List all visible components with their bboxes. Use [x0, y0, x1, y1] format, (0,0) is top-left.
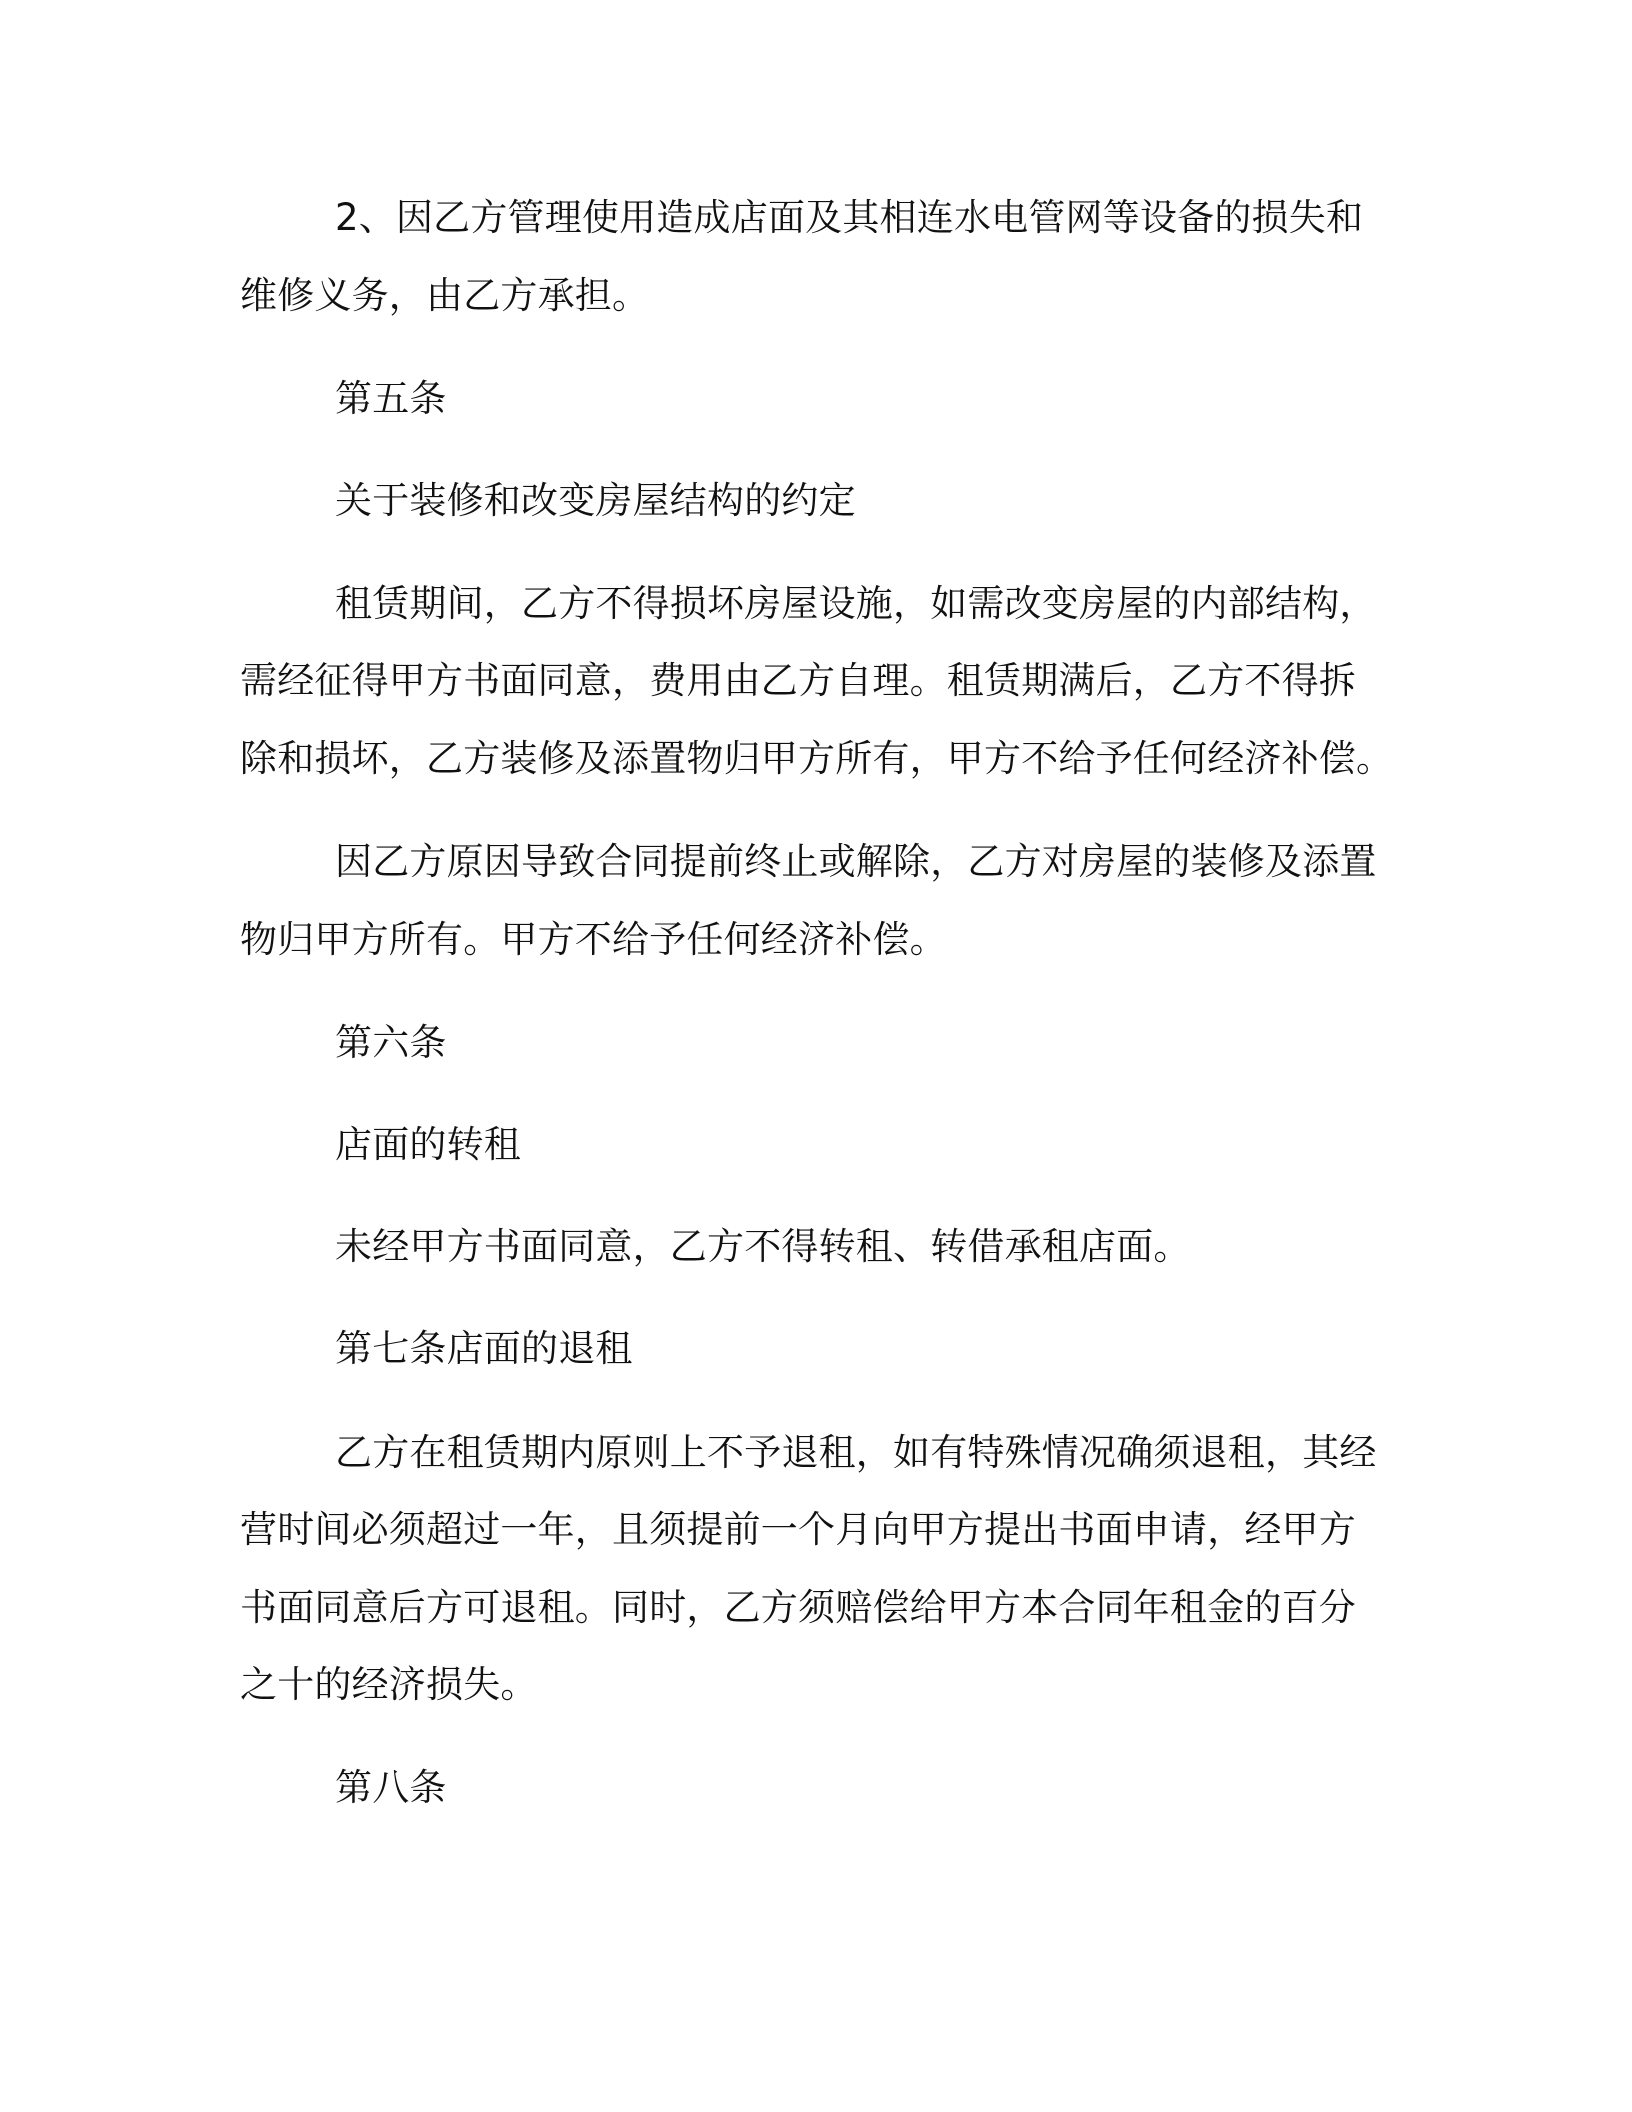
- paragraph-line: 乙方在租赁期内原则上不予退租，如有特殊情况确须退租，其经: [335, 1431, 1377, 1474]
- paragraph-line: 需经征得甲方书面同意，费用由乙方自理。租赁期满后，乙方不得拆: [240, 659, 1356, 702]
- paragraph-line: 维修义务，由乙方承担。: [240, 274, 650, 317]
- paragraph-line: 除和损坏，乙方装修及添置物归甲方所有，甲方不给予任何经济补偿。: [240, 737, 1394, 780]
- paragraph-line: 未经甲方书面同意，乙方不得转租、转借承租店面。: [335, 1225, 1191, 1268]
- section-heading: 第六条: [335, 1021, 447, 1064]
- paragraph-line: 租赁期间，乙方不得损坏房屋设施，如需改变房屋的内部结构，: [335, 582, 1377, 625]
- paragraph-line: 营时间必须超过一年，且须提前一个月向甲方提出书面申请，经甲方: [240, 1508, 1356, 1551]
- section-heading: 第七条店面的退租: [335, 1327, 633, 1370]
- paragraph-line: 书面同意后方可退租。同时，乙方须赔偿给甲方本合同年租金的百分: [240, 1586, 1356, 1629]
- section-subheading: 店面的转租: [335, 1123, 521, 1166]
- paragraph-line: 之十的经济损失。: [240, 1663, 538, 1706]
- paragraph-line: 物归甲方所有。甲方不给予任何经济补偿。: [240, 918, 947, 961]
- section-heading: 第八条: [335, 1766, 447, 1809]
- section-subheading: 关于装修和改变房屋结构的约定: [335, 479, 856, 522]
- paragraph-line: 因乙方原因导致合同提前终止或解除，乙方对房屋的装修及添置: [335, 840, 1377, 883]
- paragraph-line: 2、因乙方管理使用造成店面及其相连水电管网等设备的损失和: [335, 196, 1364, 239]
- section-heading: 第五条: [335, 377, 447, 420]
